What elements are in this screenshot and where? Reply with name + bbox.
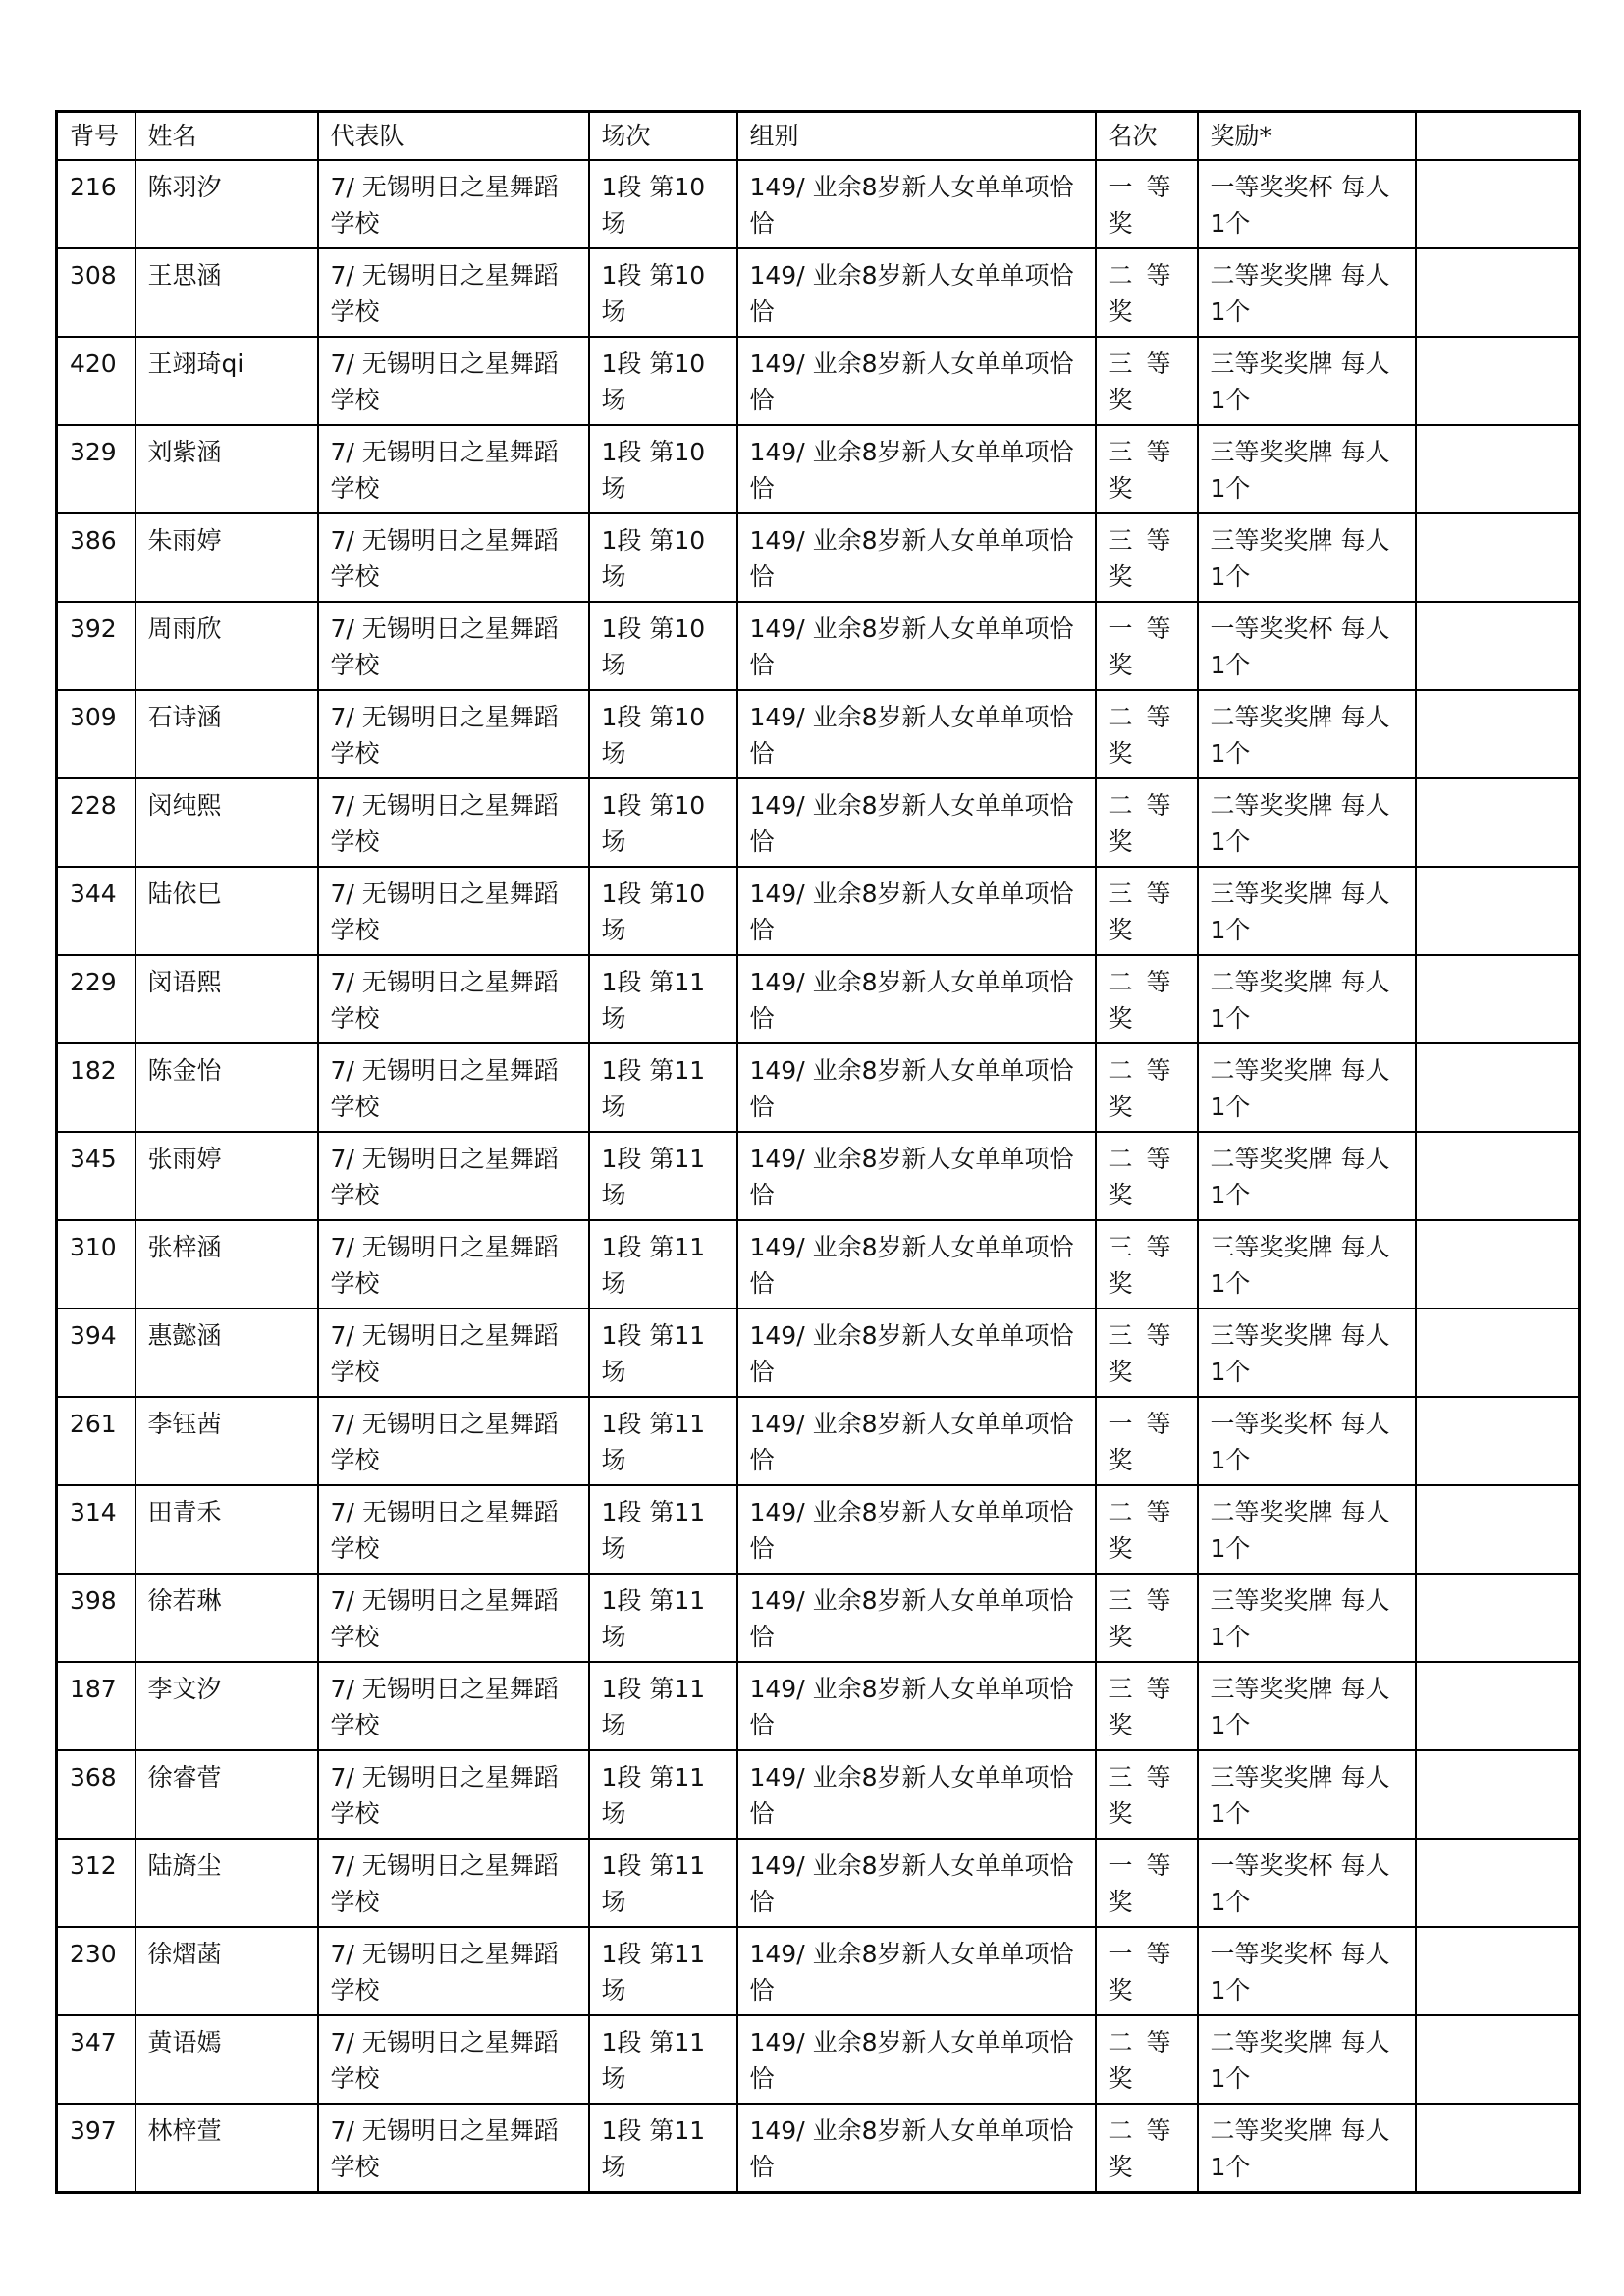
- header-group: 组别: [737, 112, 1096, 161]
- bib-number-cell: 344: [57, 867, 135, 955]
- bib-number-cell: 309: [57, 690, 135, 778]
- team-cell: 7/ 无锡明日之星舞蹈学校: [318, 778, 589, 867]
- rank-cell: 二等奖: [1096, 778, 1198, 867]
- team-cell: 7/ 无锡明日之星舞蹈学校: [318, 2015, 589, 2104]
- award-cell: 三等奖奖牌 每人1个: [1198, 425, 1416, 513]
- blank-cell: [1416, 160, 1580, 248]
- table-row: [57, 778, 1580, 867]
- bib-number-cell: 345: [57, 1132, 135, 1220]
- name-cell: 田青禾: [135, 1485, 318, 1574]
- rank-cell: 二等奖: [1096, 1132, 1198, 1220]
- bib-number-cell: 386: [57, 513, 135, 602]
- group-cell: 149/ 业余8岁新人女单单项恰恰: [737, 1750, 1096, 1839]
- rank-cell: 一等奖: [1096, 160, 1198, 248]
- team-cell: 7/ 无锡明日之星舞蹈学校: [318, 1397, 589, 1485]
- session-cell: 1段 第10场: [589, 248, 737, 337]
- team-cell: 7/ 无锡明日之星舞蹈学校: [318, 1043, 589, 1132]
- bib-number-cell: 182: [57, 1043, 135, 1132]
- bib-number-cell: 368: [57, 1750, 135, 1839]
- rank-cell: 三等奖: [1096, 425, 1198, 513]
- award-cell: 二等奖奖牌 每人1个: [1198, 2015, 1416, 2104]
- group-cell: 149/ 业余8岁新人女单单项恰恰: [737, 602, 1096, 690]
- header-award: 奖励*: [1198, 112, 1416, 161]
- bib-number-cell: 397: [57, 2104, 135, 2193]
- session-cell: 1段 第10场: [589, 425, 737, 513]
- table-row: [57, 1397, 1580, 1485]
- award-cell: 三等奖奖牌 每人1个: [1198, 1662, 1416, 1750]
- rank-cell: 三等奖: [1096, 513, 1198, 602]
- rank-cell: 三等奖: [1096, 1662, 1198, 1750]
- table-row: [57, 1132, 1580, 1220]
- session-cell: 1段 第10场: [589, 337, 737, 425]
- header-blank: [1416, 112, 1580, 161]
- session-cell: 1段 第10场: [589, 513, 737, 602]
- blank-cell: [1416, 2015, 1580, 2104]
- team-cell: 7/ 无锡明日之星舞蹈学校: [318, 425, 589, 513]
- session-cell: 1段 第11场: [589, 1308, 737, 1397]
- award-cell: 三等奖奖牌 每人1个: [1198, 1308, 1416, 1397]
- header-team: 代表队: [318, 112, 589, 161]
- team-cell: 7/ 无锡明日之星舞蹈学校: [318, 602, 589, 690]
- table-row: [57, 1662, 1580, 1750]
- session-cell: 1段 第11场: [589, 2104, 737, 2193]
- group-cell: 149/ 业余8岁新人女单单项恰恰: [737, 2015, 1096, 2104]
- table-row: [57, 955, 1580, 1043]
- group-cell: 149/ 业余8岁新人女单单项恰恰: [737, 1485, 1096, 1574]
- bib-number-cell: 329: [57, 425, 135, 513]
- award-cell: 三等奖奖牌 每人1个: [1198, 1574, 1416, 1662]
- blank-cell: [1416, 1927, 1580, 2015]
- session-cell: 1段 第10场: [589, 867, 737, 955]
- name-cell: 陈金怡: [135, 1043, 318, 1132]
- bib-number-cell: 347: [57, 2015, 135, 2104]
- award-cell: 二等奖奖牌 每人1个: [1198, 690, 1416, 778]
- table-row: [57, 1574, 1580, 1662]
- rank-cell: 三等奖: [1096, 867, 1198, 955]
- table-row: [57, 160, 1580, 248]
- name-cell: 李钰茜: [135, 1397, 318, 1485]
- blank-cell: [1416, 690, 1580, 778]
- blank-cell: [1416, 955, 1580, 1043]
- team-cell: 7/ 无锡明日之星舞蹈学校: [318, 248, 589, 337]
- group-cell: 149/ 业余8岁新人女单单项恰恰: [737, 1662, 1096, 1750]
- session-cell: 1段 第11场: [589, 1220, 737, 1308]
- name-cell: 石诗涵: [135, 690, 318, 778]
- bib-number-cell: 312: [57, 1839, 135, 1927]
- table-row: [57, 2015, 1580, 2104]
- table-row: [57, 690, 1580, 778]
- group-cell: 149/ 业余8岁新人女单单项恰恰: [737, 1132, 1096, 1220]
- rank-cell: 二等奖: [1096, 690, 1198, 778]
- bib-number-cell: 420: [57, 337, 135, 425]
- group-cell: 149/ 业余8岁新人女单单项恰恰: [737, 1839, 1096, 1927]
- award-cell: 二等奖奖牌 每人1个: [1198, 955, 1416, 1043]
- rank-cell: 三等奖: [1096, 1220, 1198, 1308]
- rank-cell: 三等奖: [1096, 337, 1198, 425]
- bib-number-cell: 187: [57, 1662, 135, 1750]
- team-cell: 7/ 无锡明日之星舞蹈学校: [318, 1750, 589, 1839]
- blank-cell: [1416, 1485, 1580, 1574]
- bib-number-cell: 228: [57, 778, 135, 867]
- name-cell: 张雨婷: [135, 1132, 318, 1220]
- award-cell: 三等奖奖牌 每人1个: [1198, 867, 1416, 955]
- table-row: [57, 248, 1580, 337]
- blank-cell: [1416, 248, 1580, 337]
- name-cell: 黄语嫣: [135, 2015, 318, 2104]
- bib-number-cell: 310: [57, 1220, 135, 1308]
- group-cell: 149/ 业余8岁新人女单单项恰恰: [737, 337, 1096, 425]
- rank-cell: 三等奖: [1096, 1574, 1198, 1662]
- blank-cell: [1416, 1308, 1580, 1397]
- session-cell: 1段 第11场: [589, 2015, 737, 2104]
- table-row: [57, 1750, 1580, 1839]
- blank-cell: [1416, 778, 1580, 867]
- group-cell: 149/ 业余8岁新人女单单项恰恰: [737, 955, 1096, 1043]
- rank-cell: 二等奖: [1096, 2104, 1198, 2193]
- group-cell: 149/ 业余8岁新人女单单项恰恰: [737, 1397, 1096, 1485]
- session-cell: 1段 第10场: [589, 778, 737, 867]
- blank-cell: [1416, 1397, 1580, 1485]
- award-cell: 二等奖奖牌 每人1个: [1198, 2104, 1416, 2193]
- blank-cell: [1416, 2104, 1580, 2193]
- table-row: [57, 602, 1580, 690]
- award-cell: 三等奖奖牌 每人1个: [1198, 1750, 1416, 1839]
- name-cell: 徐睿菅: [135, 1750, 318, 1839]
- award-cell: 一等奖奖杯 每人1个: [1198, 160, 1416, 248]
- blank-cell: [1416, 602, 1580, 690]
- bib-number-cell: 314: [57, 1485, 135, 1574]
- team-cell: 7/ 无锡明日之星舞蹈学校: [318, 513, 589, 602]
- group-cell: 149/ 业余8岁新人女单单项恰恰: [737, 513, 1096, 602]
- table-row: [57, 1927, 1580, 2015]
- name-cell: 徐若琳: [135, 1574, 318, 1662]
- team-cell: 7/ 无锡明日之星舞蹈学校: [318, 1132, 589, 1220]
- blank-cell: [1416, 867, 1580, 955]
- group-cell: 149/ 业余8岁新人女单单项恰恰: [737, 248, 1096, 337]
- rank-cell: 二等奖: [1096, 1485, 1198, 1574]
- team-cell: 7/ 无锡明日之星舞蹈学校: [318, 1220, 589, 1308]
- session-cell: 1段 第11场: [589, 1397, 737, 1485]
- name-cell: 刘紫涵: [135, 425, 318, 513]
- rank-cell: 三等奖: [1096, 1308, 1198, 1397]
- rank-cell: 三等奖: [1096, 1750, 1198, 1839]
- blank-cell: [1416, 1043, 1580, 1132]
- table-row: [57, 425, 1580, 513]
- bib-number-cell: 261: [57, 1397, 135, 1485]
- session-cell: 1段 第11场: [589, 1043, 737, 1132]
- group-cell: 149/ 业余8岁新人女单单项恰恰: [737, 867, 1096, 955]
- table-row: [57, 867, 1580, 955]
- blank-cell: [1416, 1839, 1580, 1927]
- name-cell: 闵语熙: [135, 955, 318, 1043]
- award-cell: 二等奖奖牌 每人1个: [1198, 248, 1416, 337]
- session-cell: 1段 第11场: [589, 1662, 737, 1750]
- header-bib-number: 背号: [57, 112, 135, 161]
- name-cell: 周雨欣: [135, 602, 318, 690]
- rank-cell: 二等奖: [1096, 955, 1198, 1043]
- header-name: 姓名: [135, 112, 318, 161]
- award-cell: 三等奖奖牌 每人1个: [1198, 337, 1416, 425]
- name-cell: 陆旖尘: [135, 1839, 318, 1927]
- rank-cell: 一等奖: [1096, 1839, 1198, 1927]
- session-cell: 1段 第10场: [589, 690, 737, 778]
- group-cell: 149/ 业余8岁新人女单单项恰恰: [737, 778, 1096, 867]
- blank-cell: [1416, 1662, 1580, 1750]
- blank-cell: [1416, 1574, 1580, 1662]
- name-cell: 惠懿涵: [135, 1308, 318, 1397]
- bib-number-cell: 229: [57, 955, 135, 1043]
- name-cell: 王翊琦qi: [135, 337, 318, 425]
- session-cell: 1段 第10场: [589, 160, 737, 248]
- table-row: [57, 2104, 1580, 2193]
- name-cell: 林梓萱: [135, 2104, 318, 2193]
- session-cell: 1段 第11场: [589, 1750, 737, 1839]
- team-cell: 7/ 无锡明日之星舞蹈学校: [318, 1662, 589, 1750]
- results-table: [55, 110, 1581, 2194]
- group-cell: 149/ 业余8岁新人女单单项恰恰: [737, 1043, 1096, 1132]
- rank-cell: 二等奖: [1096, 248, 1198, 337]
- session-cell: 1段 第11场: [589, 1927, 737, 2015]
- team-cell: 7/ 无锡明日之星舞蹈学校: [318, 160, 589, 248]
- session-cell: 1段 第11场: [589, 1839, 737, 1927]
- blank-cell: [1416, 425, 1580, 513]
- header-session: 场次: [589, 112, 737, 161]
- session-cell: 1段 第10场: [589, 602, 737, 690]
- award-cell: 二等奖奖牌 每人1个: [1198, 778, 1416, 867]
- header-rank: 名次: [1096, 112, 1198, 161]
- group-cell: 149/ 业余8岁新人女单单项恰恰: [737, 2104, 1096, 2193]
- award-cell: 一等奖奖杯 每人1个: [1198, 1839, 1416, 1927]
- blank-cell: [1416, 1220, 1580, 1308]
- bib-number-cell: 398: [57, 1574, 135, 1662]
- group-cell: 149/ 业余8岁新人女单单项恰恰: [737, 690, 1096, 778]
- blank-cell: [1416, 513, 1580, 602]
- team-cell: 7/ 无锡明日之星舞蹈学校: [318, 867, 589, 955]
- award-cell: 二等奖奖牌 每人1个: [1198, 1485, 1416, 1574]
- name-cell: 朱雨婷: [135, 513, 318, 602]
- session-cell: 1段 第11场: [589, 955, 737, 1043]
- table-row: [57, 513, 1580, 602]
- name-cell: 陆依巳: [135, 867, 318, 955]
- team-cell: 7/ 无锡明日之星舞蹈学校: [318, 337, 589, 425]
- session-cell: 1段 第11场: [589, 1574, 737, 1662]
- award-cell: 一等奖奖杯 每人1个: [1198, 1397, 1416, 1485]
- team-cell: 7/ 无锡明日之星舞蹈学校: [318, 1308, 589, 1397]
- group-cell: 149/ 业余8岁新人女单单项恰恰: [737, 1574, 1096, 1662]
- team-cell: 7/ 无锡明日之星舞蹈学校: [318, 955, 589, 1043]
- name-cell: 张梓涵: [135, 1220, 318, 1308]
- table-row: [57, 1839, 1580, 1927]
- group-cell: 149/ 业余8岁新人女单单项恰恰: [737, 160, 1096, 248]
- rank-cell: 一等奖: [1096, 1397, 1198, 1485]
- team-cell: 7/ 无锡明日之星舞蹈学校: [318, 1574, 589, 1662]
- table-row: [57, 1485, 1580, 1574]
- name-cell: 李文汐: [135, 1662, 318, 1750]
- group-cell: 149/ 业余8岁新人女单单项恰恰: [737, 1308, 1096, 1397]
- table-row: [57, 1043, 1580, 1132]
- bib-number-cell: 392: [57, 602, 135, 690]
- award-cell: 一等奖奖杯 每人1个: [1198, 1927, 1416, 2015]
- group-cell: 149/ 业余8岁新人女单单项恰恰: [737, 425, 1096, 513]
- name-cell: 闵纯熙: [135, 778, 318, 867]
- award-cell: 二等奖奖牌 每人1个: [1198, 1043, 1416, 1132]
- rank-cell: 二等奖: [1096, 1043, 1198, 1132]
- name-cell: 徐熠菡: [135, 1927, 318, 2015]
- blank-cell: [1416, 1750, 1580, 1839]
- team-cell: 7/ 无锡明日之星舞蹈学校: [318, 1927, 589, 2015]
- table-header-row: [57, 112, 1580, 161]
- bib-number-cell: 230: [57, 1927, 135, 2015]
- bib-number-cell: 394: [57, 1308, 135, 1397]
- award-cell: 三等奖奖牌 每人1个: [1198, 1220, 1416, 1308]
- team-cell: 7/ 无锡明日之星舞蹈学校: [318, 1485, 589, 1574]
- team-cell: 7/ 无锡明日之星舞蹈学校: [318, 2104, 589, 2193]
- blank-cell: [1416, 337, 1580, 425]
- table-row: [57, 337, 1580, 425]
- session-cell: 1段 第11场: [589, 1485, 737, 1574]
- rank-cell: 二等奖: [1096, 2015, 1198, 2104]
- group-cell: 149/ 业余8岁新人女单单项恰恰: [737, 1927, 1096, 2015]
- bib-number-cell: 216: [57, 160, 135, 248]
- name-cell: 陈羽汐: [135, 160, 318, 248]
- table-row: [57, 1308, 1580, 1397]
- team-cell: 7/ 无锡明日之星舞蹈学校: [318, 690, 589, 778]
- bib-number-cell: 308: [57, 248, 135, 337]
- group-cell: 149/ 业余8岁新人女单单项恰恰: [737, 1220, 1096, 1308]
- rank-cell: 一等奖: [1096, 602, 1198, 690]
- award-cell: 一等奖奖杯 每人1个: [1198, 602, 1416, 690]
- award-cell: 二等奖奖牌 每人1个: [1198, 1132, 1416, 1220]
- blank-cell: [1416, 1132, 1580, 1220]
- team-cell: 7/ 无锡明日之星舞蹈学校: [318, 1839, 589, 1927]
- name-cell: 王思涵: [135, 248, 318, 337]
- award-cell: 三等奖奖牌 每人1个: [1198, 513, 1416, 602]
- table-row: [57, 1220, 1580, 1308]
- session-cell: 1段 第11场: [589, 1132, 737, 1220]
- rank-cell: 一等奖: [1096, 1927, 1198, 2015]
